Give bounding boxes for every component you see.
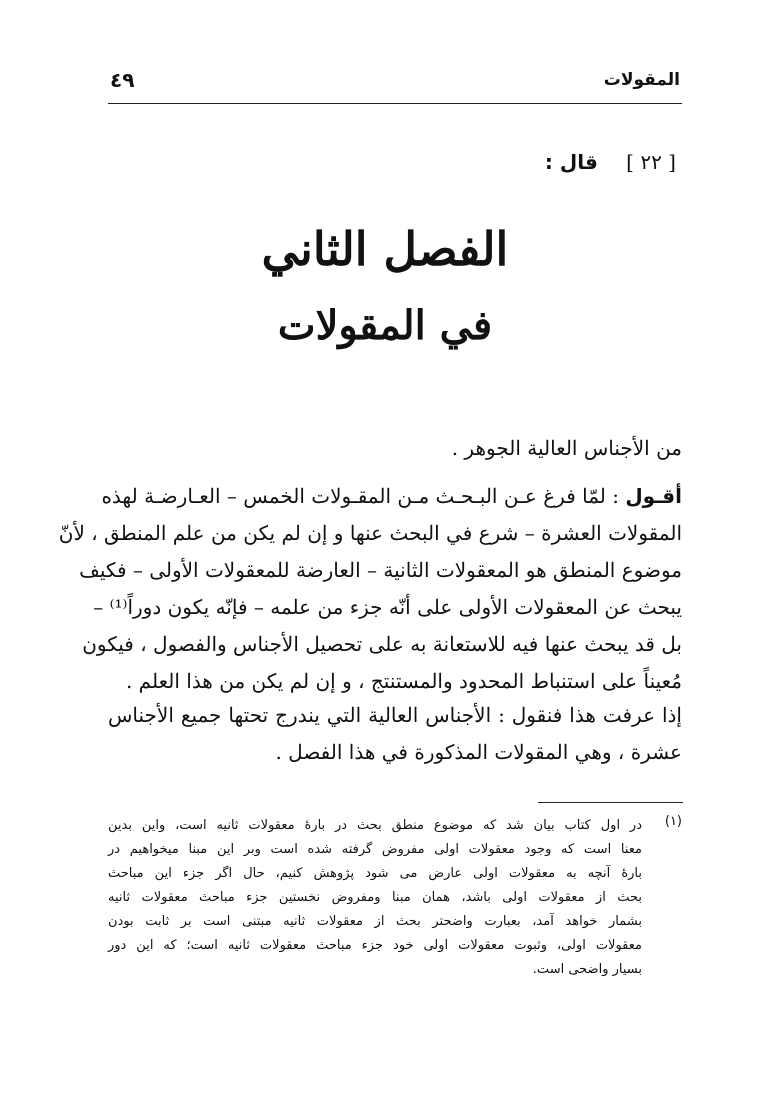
footnote-line: در اول كتاب بيان شد كه موضوع منطق بحث در بارهٔ معقولات ثانيه است، واين بدين <box>108 818 642 833</box>
chapter-title-line1: الفصل الثاني <box>261 222 509 276</box>
page-number: ٤٩ <box>110 68 135 92</box>
intro-line: من الأجناس العالية الجوهر . <box>451 436 682 460</box>
paragraph-line: يبحث عن المعقولات الأولى على أنّه جزء من علمه – فإنّه يكون دوراً⁽¹⁾ – <box>93 595 682 619</box>
footnote-divider <box>538 802 683 803</box>
footnote-text <box>108 814 642 982</box>
section-qala: قال : <box>544 150 598 174</box>
main-paragraph <box>58 478 682 700</box>
footnote-line: بسيار واضحى است. <box>532 962 642 977</box>
paragraph-line-text: : لمّا فرغ عـن البـحـث مـن المقـولات الخمس – العـارضـة لهذه <box>101 484 626 508</box>
running-title: المقولات <box>603 70 680 90</box>
footnote <box>108 814 682 982</box>
footnote-line: بارهٔ آنچه به معقولات اولى عارض مى شود پژوهش كنيم، حال اگر جزء اين مباحث <box>108 866 642 881</box>
footnote-line: بشمار خواهد آمد، بعبارت واضحتر بحث از معقولات ثانيه مبتنى است بر ثابت بودن <box>108 914 642 929</box>
header-divider <box>108 103 682 104</box>
paragraph-line: موضوع المنطق هو المعقولات الثانية – العارضة للمعقولات الأولى – فكيف <box>79 558 682 582</box>
page-header <box>110 68 680 98</box>
paragraph-line <box>101 478 682 515</box>
footnote-line: معنا است كه وجود معقولات اولى مفروض گرفته شده است وبر اين مبنا ميخواهيم در <box>108 842 642 857</box>
paragraph-lead-word: أقـول <box>625 484 682 508</box>
second-paragraph <box>108 697 682 771</box>
section-number: [ ٢٢ ] <box>626 150 676 174</box>
footnote-line: معقولات اولى، وثبوت معقولات اولى خود جزء مباحث معقولات ثانيه است؛ كه اين دور <box>108 938 642 953</box>
paragraph-line: مُعيناً على استنباط المحدود والمستنتج ، و إن لم يكن من هذا العلم . <box>125 669 682 693</box>
paragraph-line: عشرة ، وهي المقولات المذكورة في هذا الفصل . <box>275 740 682 764</box>
footnote-number: (١) <box>664 814 682 829</box>
chapter-title-line2: في المقولات <box>277 302 493 349</box>
paragraph-line: بل قد يبحث عنها فيه للاستعانة به على تحصيل الأجناس والفصول ، فيكون <box>82 632 682 656</box>
section-label <box>545 150 676 174</box>
paragraph-line: إذا عرفت هذا فنقول : الأجناس العالية التي يندرج تحتها جميع الأجناس <box>108 703 682 727</box>
intro-paragraph <box>108 430 682 467</box>
paragraph-line: المقولات العشرة – شرع في البحث عنها و إن لم يكن من علم المنطق ، لأنّ <box>58 521 682 545</box>
footnote-line: بحث از معقولات اولى باشد، همان مبنا ومفروض نخستين جزء مباحث معقولات ثانيه <box>108 890 642 905</box>
